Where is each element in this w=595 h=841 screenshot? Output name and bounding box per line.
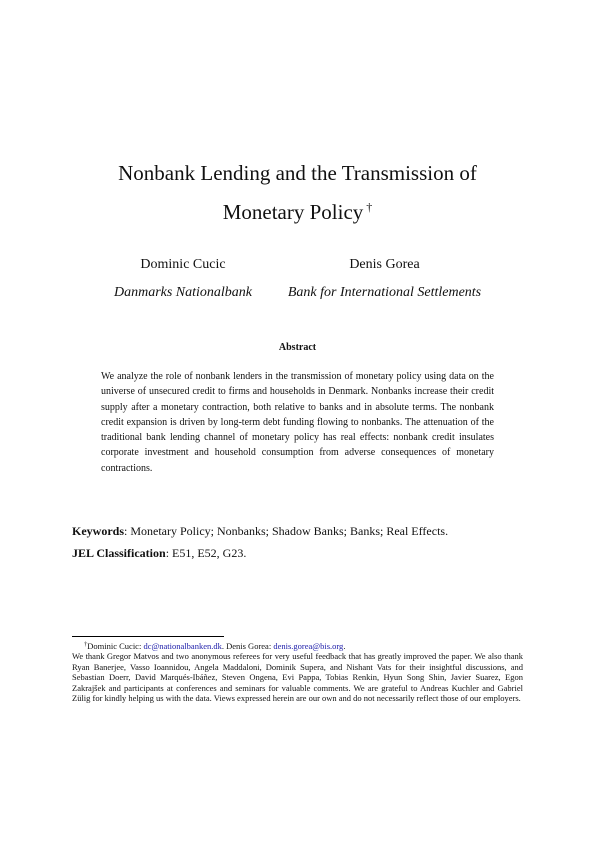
footnote-contact-end: . bbox=[343, 641, 346, 651]
author-1 bbox=[88, 256, 278, 302]
footnote bbox=[72, 640, 523, 703]
email-link-gorea[interactable]: denis.gorea@bis.org bbox=[273, 641, 344, 651]
footnote-contacts bbox=[72, 640, 523, 651]
footnote-contact-2: . Denis Gorea: bbox=[221, 641, 274, 651]
title-line-1: Nonbank Lending and the Transmission of bbox=[118, 161, 477, 185]
abstract-heading: Abstract bbox=[278, 342, 317, 353]
footnote-contact-1: Dominic Cucic: bbox=[87, 641, 144, 651]
jel-label: JEL Classification bbox=[72, 546, 166, 560]
abstract-text: We analyze the role of nonbank lenders in the transmission of monetary policy using data on the universe of unsecured credit to firms and households in Denmark. Nonbanks increase their credit supply after a monetary contraction, both relative to banks and in absolute terms. The nonbank credit expansion is driven by long-term debt funding flowing to nonbanks. The attenuation of the traditional bank lending channel of monetary policy has real effects: nonbank credit insulates corporate investment and household consumption from adverse consequences of monetary contractions. bbox=[101, 371, 494, 474]
footnote-mark: † bbox=[84, 641, 88, 648]
footnote-acknowledgements: We thank Gregor Matvos and two anonymous referees for very useful feedback that has greatly improved the paper. We also thank Ryan Banerjee, Vasso Ioannidou, Angela Maddaloni, Dominik Supera, and Nishant Vats for their insightful discussions, and Sebastian Doerr, David Marqués-Ibáñez, Steven Ongena, Evi Pappa, Tobias Renkin, Hyun Song Shin, Javier Suarez, Egon Zakrajšek and participants at conferences and seminars for valuable comments. We are grateful to Andreas Kuchler and Gabriel Zülig for kindly helping us with the data. Views expressed herein are our own and do not necessarily reflect those of our employers. bbox=[72, 651, 523, 704]
author-affiliation: Danmarks Nationalbank bbox=[113, 285, 253, 300]
keywords-label: Keywords bbox=[72, 524, 124, 538]
title-footnote-mark: † bbox=[366, 200, 373, 214]
author-affiliation: Bank for International Settlements bbox=[287, 285, 482, 300]
title-line-2 bbox=[60, 190, 535, 229]
email-link-cucic[interactable]: dc@nationalbanken.dk bbox=[143, 641, 222, 651]
author-2 bbox=[277, 256, 492, 302]
paper-title bbox=[60, 156, 535, 229]
keywords-line bbox=[72, 523, 532, 539]
title-line-2-text: Monetary Policy bbox=[222, 200, 364, 224]
keywords-text: : Monetary Policy; Nonbanks; Shadow Banks; Banks; Real Effects. bbox=[124, 524, 449, 538]
author-name: Dominic Cucic bbox=[140, 257, 226, 272]
author-name: Denis Gorea bbox=[349, 257, 420, 272]
jel-line bbox=[72, 545, 532, 561]
jel-text: : E51, E52, G23. bbox=[165, 546, 247, 560]
footnote-rule bbox=[72, 636, 224, 637]
